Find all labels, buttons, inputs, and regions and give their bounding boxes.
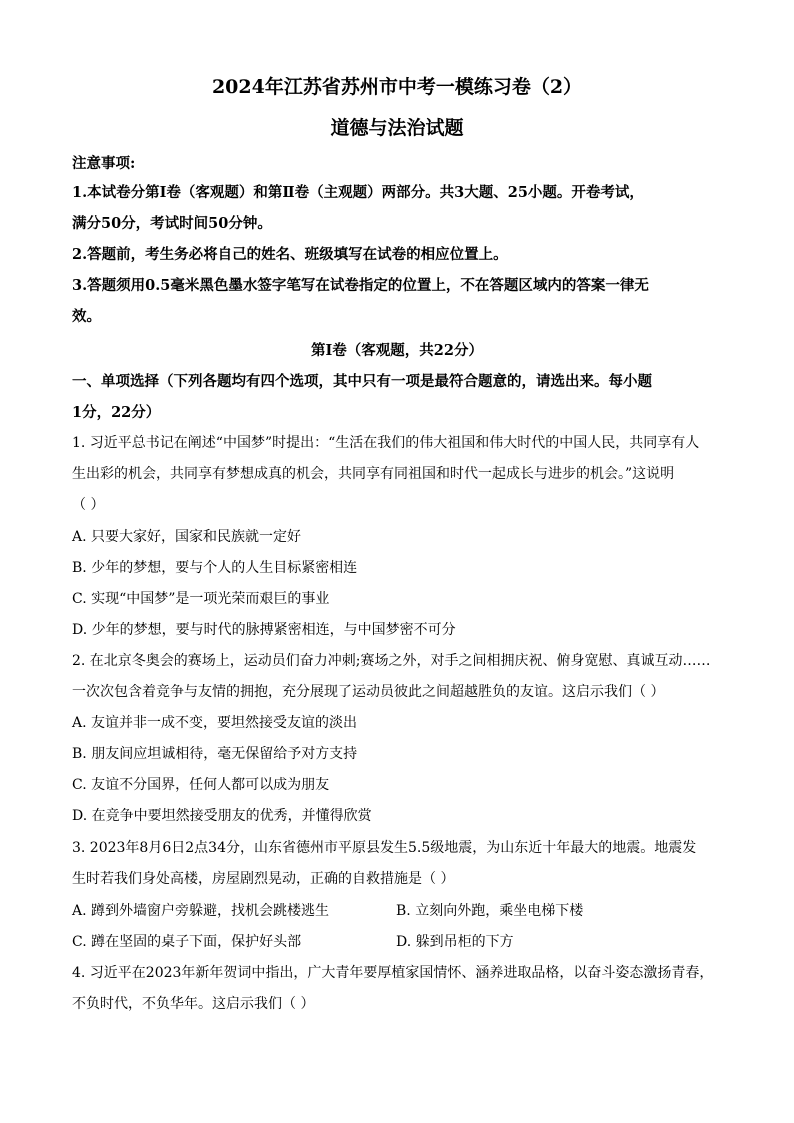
question-3-line-2: 生时若我们身处高楼，房屋剧烈晃动，正确的自救措施是（ ）: [72, 871, 455, 887]
part-instruction-line-1: 一、单项选择（下列各题均有四个选项，其中只有一项是最符合题意的，请选出来。每小题: [72, 373, 652, 390]
question-3-option-d: D. 躲到吊柜的下方: [396, 934, 514, 950]
note-1-line-1: 1.本试卷分第Ⅰ卷（客观题）和第Ⅱ卷（主观题）两部分。共3大题、25小题。开卷考试，: [72, 184, 644, 201]
question-4-line-1: 4. 习近平在2023年新年贺词中指出，广大青年要厚植家国情怀、涵养进取品格，以奋斗姿态激扬青春，: [72, 965, 714, 981]
question-2-option-d: D. 在竞争中要坦然接受朋友的优秀，并懂得欣赏: [72, 808, 372, 824]
question-2-line-1: 2. 在北京冬奥会的赛场上，运动员们奋力冲刺;赛场之外，对手之间相拥庆祝、俯身宽慰、真诚互动……: [72, 653, 711, 669]
question-1-option-d: D. 少年的梦想，要与时代的脉搏紧密相连，与中国梦密不可分: [72, 622, 456, 638]
exam-title: 2024年江苏省苏州市中考一模练习卷（2）: [211, 76, 583, 98]
note-2: 2.答题前，考生务必将自己的姓名、班级填写在试卷的相应位置上。: [72, 246, 508, 263]
exam-subtitle: 道德与法治试题: [330, 117, 464, 139]
question-3-option-b: B. 立刻向外跑，乘坐电梯下楼: [396, 903, 584, 919]
question-1-option-b: B. 少年的梦想，要与个人的人生目标紧密相连: [72, 560, 358, 576]
question-4-line-2: 不负时代，不负华年。这启示我们（ ）: [72, 996, 315, 1012]
question-3-line-1: 3. 2023年8月6日2点34分，山东省德州市平原县发生5.5级地震，为山东近十年最大的地震。地震发: [72, 840, 697, 856]
question-2-line-2: 一次次包含着竞争与友情的拥抱，充分展现了运动员彼此之间超越胜负的友谊。这启示我们（ ）: [72, 684, 665, 700]
note-1-line-2: 满分50分，考试时间50分钟。: [72, 215, 272, 232]
note-3-line-2: 效。: [72, 308, 101, 325]
question-1-line-1: 1. 习近平总书记在阐述“中国梦”时提出：“生活在我们的伟大祖国和伟大时代的中国人民，共同享有人: [72, 435, 700, 451]
question-3-option-c: C. 蹲在坚固的桌子下面，保护好头部: [72, 934, 302, 950]
section-title: 第Ⅰ卷（客观题，共22分）: [311, 342, 483, 359]
notes-heading: 注意事项:: [72, 155, 136, 172]
question-2-option-b: B. 朋友间应坦诚相待，毫无保留给予对方支持: [72, 746, 358, 762]
question-2-option-c: C. 友谊不分国界，任何人都可以成为朋友: [72, 777, 330, 793]
question-2-option-a: A. 友谊并非一成不变，要坦然接受友谊的淡出: [72, 715, 358, 731]
question-1-option-c: C. 实现“中国梦”是一项光荣而艰巨的事业: [72, 591, 330, 607]
question-1-line-2: 生出彩的机会，共同享有梦想成真的机会，共同享有同祖国和时代一起成长与进步的机会。”这说明: [72, 466, 675, 482]
part-instruction-line-2: 1分，22分）: [72, 404, 161, 421]
question-3-option-a: A. 蹲到外墙窗户旁躲避，找机会跳楼逃生: [72, 903, 330, 919]
note-3-line-1: 3.答题须用0.5毫米黑色墨水签字笔写在试卷指定的位置上，不在答题区域内的答案一律无: [72, 277, 649, 294]
question-1-line-3: （ ）: [72, 497, 105, 513]
question-1-option-a: A. 只要大家好，国家和民族就一定好: [72, 529, 302, 545]
